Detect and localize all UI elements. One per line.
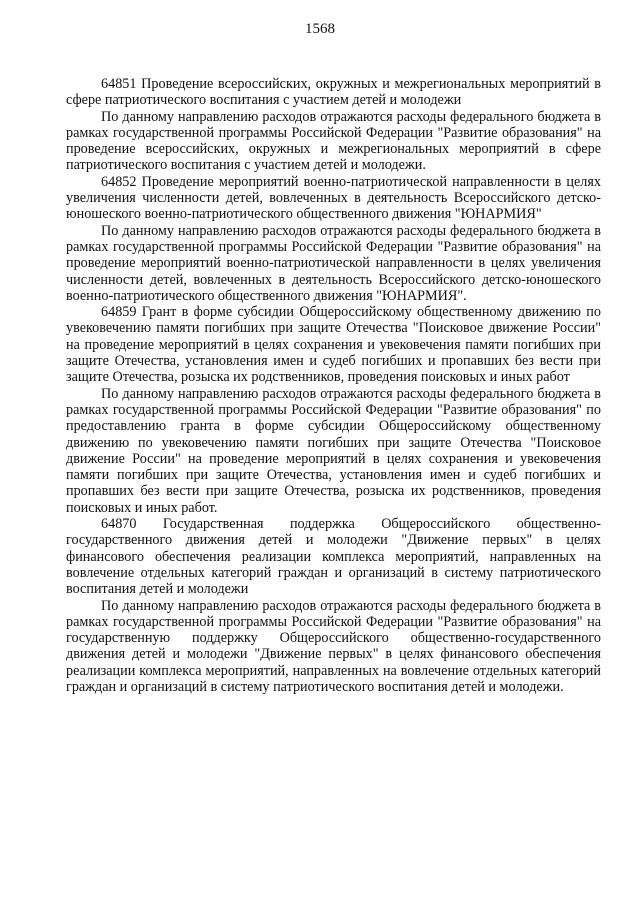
paragraph-64870-heading: 64870 Государственная поддержка Общероссийского общественно-государственного движения детей и молодежи "Движение первых" в целях финансового обеспечения реализации комплекса мероприятий, направленных на вовлечение отдельных категорий граждан и организаций в систему патриотического воспитания детей и молодежи: [66, 516, 601, 598]
paragraph-64851-description: По данному направлению расходов отражаются расходы федерального бюджета в рамках государственной программы Российской Федерации "Развитие образования" на проведение всероссийских, окружных и межрегиональных мероприятий в сфере патриотического воспитания с участием детей и молодежи.: [66, 108, 601, 174]
document-body: [66, 76, 601, 695]
paragraph-64852-heading: 64852 Проведение мероприятий военно-патриотической направленности в целях увеличения численности детей, вовлеченных в деятельность Всероссийского детско-юношеского военно-патриотического общественного движения "ЮНАРМИЯ": [66, 173, 601, 223]
paragraph-64852-description: По данному направлению расходов отражаются расходы федерального бюджета в рамках государственной программы Российской Федерации "Развитие образования" на проведение мероприятий военно-патриотической направленности в целях увеличения численности детей, вовлеченных в деятельность Всероссийского детско-юношеского военно-патриотического общественного движения "ЮНАРМИЯ".: [66, 222, 601, 304]
paragraph-64851-heading: 64851 Проведение всероссийских, окружных и межрегиональных мероприятий в сфере патриотического воспитания с участием детей и молодежи: [66, 76, 601, 109]
paragraph-64859-description: По данному направлению расходов отражаются расходы федерального бюджета в рамках государственной программы Российской Федерации "Развитие образования" по предоставлению гранта в форме субсидии Общероссийскому общественному движению по увековечению памяти погибших при защите Отечества "Поисковое движение России" на проведение мероприятий в целях сохранения и увековечения памяти погибших при защите Отечества, установления имен и судеб погибших и пропавших без вести при защите Отечества, розыска их родственников, проведения поисковых и иных работ.: [66, 385, 601, 516]
paragraph-64870-description: По данному направлению расходов отражаются расходы федерального бюджета в рамках государственной программы Российской Федерации "Развитие образования" на государственную поддержку Общероссийского общественно-государственного движения детей и молодежи "Движение первых" в целях финансового обеспечения реализации комплекса мероприятий, направленных на вовлечение отдельных категорий граждан и организаций в систему патриотического воспитания детей и молодежи.: [66, 597, 601, 695]
page-number: 1568: [305, 21, 335, 37]
paragraph-64859-heading: 64859 Грант в форме субсидии Общероссийскому общественному движению по увековечению памяти погибших при защите Отечества "Поисковое движение России" на проведение мероприятий в целях сохранения и увековечения памяти погибших при защите Отечества, установления имен и судеб погибших и пропавших без вести при защите Отечества, розыска их родственников, проведения поисковых и иных работ: [66, 304, 601, 386]
